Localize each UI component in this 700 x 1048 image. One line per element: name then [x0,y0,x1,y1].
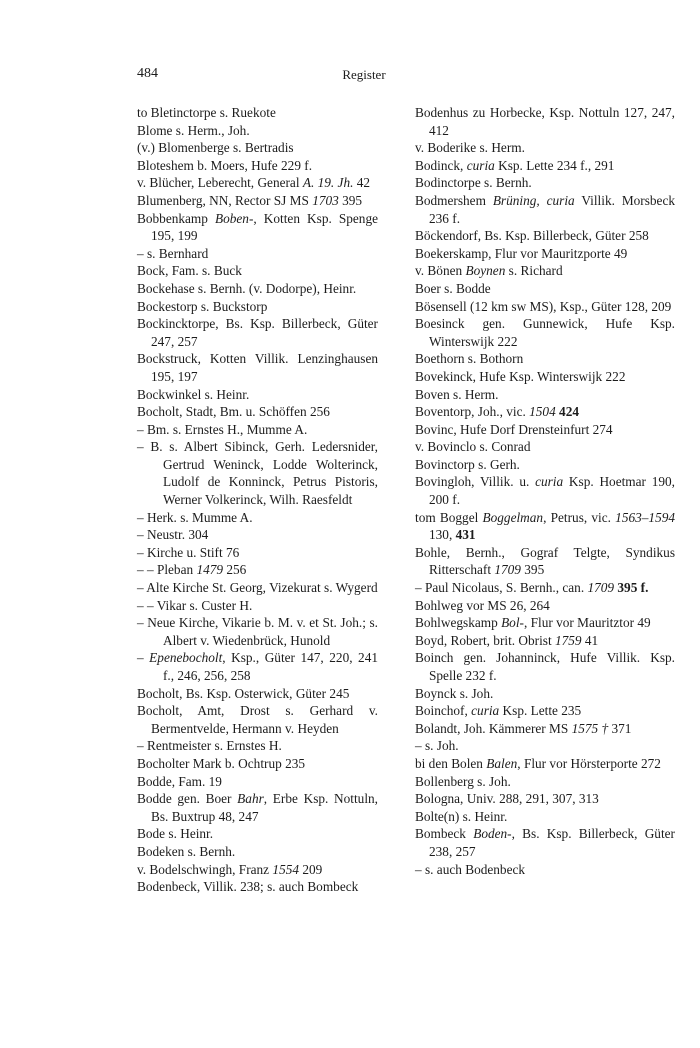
index-column-left [137,104,378,896]
index-entry: Bohle, Bernh., Gograf Telgte, Syndikus Ritterschaft 1709 395 [415,544,675,578]
index-entry: – – Vikar s. Custer H. [137,597,253,613]
index-entry: Bohlwegskamp Bol-, Flur vor Mauritztor 49 [415,615,651,631]
index-entry: Bocholt, Bs. Ksp. Osterwick, Güter 245 [137,685,350,701]
page-header [137,66,591,86]
index-entry: Boesinck gen. Gunnewick, Hufe Ksp. Winterswijk 222 [415,316,675,349]
index-entry: Bolte(n) s. Heinr. [415,808,508,824]
index-entry: – Rentmeister s. Ernstes H. [137,738,282,754]
index-entry: tom Boggel Boggelman, Petrus, vic. 1563–1594 130, 431 [415,509,676,543]
index-entry: – Kirche u. Stift 76 [137,544,240,560]
index-entry: Bodde gen. Boer Bahr, Erbe Ksp. Nottuln, Bs. Buxtrup 48, 247 [137,791,378,824]
index-entry: – s. Joh. [415,738,459,754]
index-entry: Boer s. Bodde [415,280,491,296]
page-number: 484 [137,66,158,81]
index-entry: Bombeck Boden-, Bs. Ksp. Billerbeck, Güter 238, 257 [415,826,675,859]
index-entry: Bode s. Heinr. [137,826,214,842]
index-entry: – s. auch Bodenbeck [415,861,526,877]
index-entry: v. Boderike s. Herm. [415,140,525,156]
index-entry: – Neue Kirche, Vikarie b. M. v. et St. Joh.; s. Albert v. Wiedenbrück, Hunold [137,615,378,648]
index-entry: – B. s. Albert Sibinck, Gerh. Ledersnider, Gertrud Weninck, Lodde Wolterinck, Ludolf de Konninck, Petrus Pistoris, Werner Volkerinck, Wilh. Raesfeldt [137,439,378,508]
index-entry: Bollenberg s. Joh. [415,773,511,789]
index-entry: – Alte Kirche St. Georg, Vizekurat s. Wygerd [137,580,378,596]
index-entry: Boventorp, Joh., vic. 1504 424 [415,404,579,420]
index-entry: Bodinctorpe s. Bernh. [415,175,532,191]
index-entry: Bodeken s. Bernh. [137,843,236,859]
index-entry: Boethorn s. Bothorn [415,351,524,367]
index-entry: Boyd, Robert, brit. Obrist 1759 41 [415,632,599,648]
index-entry: Böckendorf, Bs. Ksp. Billerbeck, Güter 258 [415,228,649,244]
index-entry: Bockwinkel s. Heinr. [137,386,250,402]
index-entry: Bolandt, Joh. Kämmerer MS 1575 † 371 [415,720,632,736]
index-entry: Bocholt, Amt, Drost s. Gerhard v. Bermentvelde, Hermann v. Heyden [137,703,378,736]
index-entry: Bockestorp s. Buckstorp [137,298,268,314]
index-entry: Bodenbeck, Villik. 238; s. auch Bombeck [137,879,359,895]
index-entry: – – Pleban 1479 256 [137,562,247,578]
index-entry: – Neustr. 304 [137,527,209,543]
index-entry: Bovingloh, Villik. u. curia Ksp. Hoetmar 190, 200 f. [415,474,676,508]
index-entry: Bodde, Fam. 19 [137,773,222,789]
index-entry: Bocholter Mark b. Ochtrup 235 [137,755,306,771]
index-entry: Bocholt, Stadt, Bm. u. Schöffen 256 [137,404,330,420]
index-entry: – Epenebocholt, Ksp., Güter 147, 220, 241 f., 246, 256, 258 [137,650,378,683]
index-entry: – s. Bernhard [137,245,209,261]
index-entry: Blumenberg, NN, Rector SJ MS 1703 395 [137,192,363,208]
index-entry: Blome s. Herm., Joh. [137,122,250,138]
running-head: Register [342,67,386,82]
index-entry: v. Bodelschwingh, Franz 1554 209 [137,861,323,877]
index-entry: Bock, Fam. s. Buck [137,263,242,279]
index-entry: Bösensell (12 km sw MS), Ksp., Güter 128, 209 [415,298,672,314]
index-entry: – Paul Nicolaus, S. Bernh., can. 1709 395 f. [415,580,649,596]
index-entry: Boinch gen. Johanninck, Hufe Villik. Ksp. Spelle 232 f. [415,650,675,683]
index-entry: Bockehase s. Bernh. (v. Dodorpe), Heinr. [137,280,357,296]
index-entry: (v.) Blomenberge s. Bertradis [137,140,294,156]
index-entry: Bohlweg vor MS 26, 264 [415,597,550,613]
index-entry: Boinchof, curia Ksp. Lette 235 [415,703,582,719]
index-entry: Bloteshem b. Moers, Hufe 229 f. [137,157,313,173]
index-entry: – Herk. s. Mumme A. [137,509,253,525]
index-entry: Boekerskamp, Flur vor Mauritzporte 49 [415,245,628,261]
index-entry: Bovinctorp s. Gerh. [415,456,520,472]
index-entry: Bockincktorpe, Bs. Ksp. Billerbeck, Güter 247, 257 [137,316,378,349]
index-entry: Bodenhus zu Horbecke, Ksp. Nottuln 127, 247, 412 [415,105,675,138]
index-entry: Boynck s. Joh. [415,685,494,701]
index-column-right [415,104,675,878]
index-entry: Bovinc, Hufe Dorf Drensteinfurt 274 [415,421,613,437]
index-entry: v. Bönen Boynen s. Richard [415,263,563,279]
index-entry: Bologna, Univ. 288, 291, 307, 313 [415,791,599,807]
index-entry: Bodinck, curia Ksp. Lette 234 f., 291 [415,157,615,173]
index-entry: Bovekinck, Hufe Ksp. Winterswijk 222 [415,368,626,384]
index-entry: Bodmershem Brüning, curia Villik. Morsbeck 236 f. [415,192,675,226]
index-entry: v. Bovinclo s. Conrad [415,439,531,455]
index-entry: to Bletinctorpe s. Ruekote [137,105,276,120]
index-entry: Boven s. Herm. [415,386,499,402]
index-entry: – Bm. s. Ernstes H., Mumme A. [137,421,308,437]
index-entry: Bockstruck, Kotten Villik. Lenzinghausen 195, 197 [137,351,378,384]
index-entry: Bobbenkamp Boben-, Kotten Ksp. Spenge 195, 199 [137,210,378,244]
index-entry: bi den Bolen Balen, Flur vor Hörsterporte 272 [415,755,661,771]
index-entry: v. Blücher, Leberecht, General A. 19. Jh. 42 [137,175,371,191]
